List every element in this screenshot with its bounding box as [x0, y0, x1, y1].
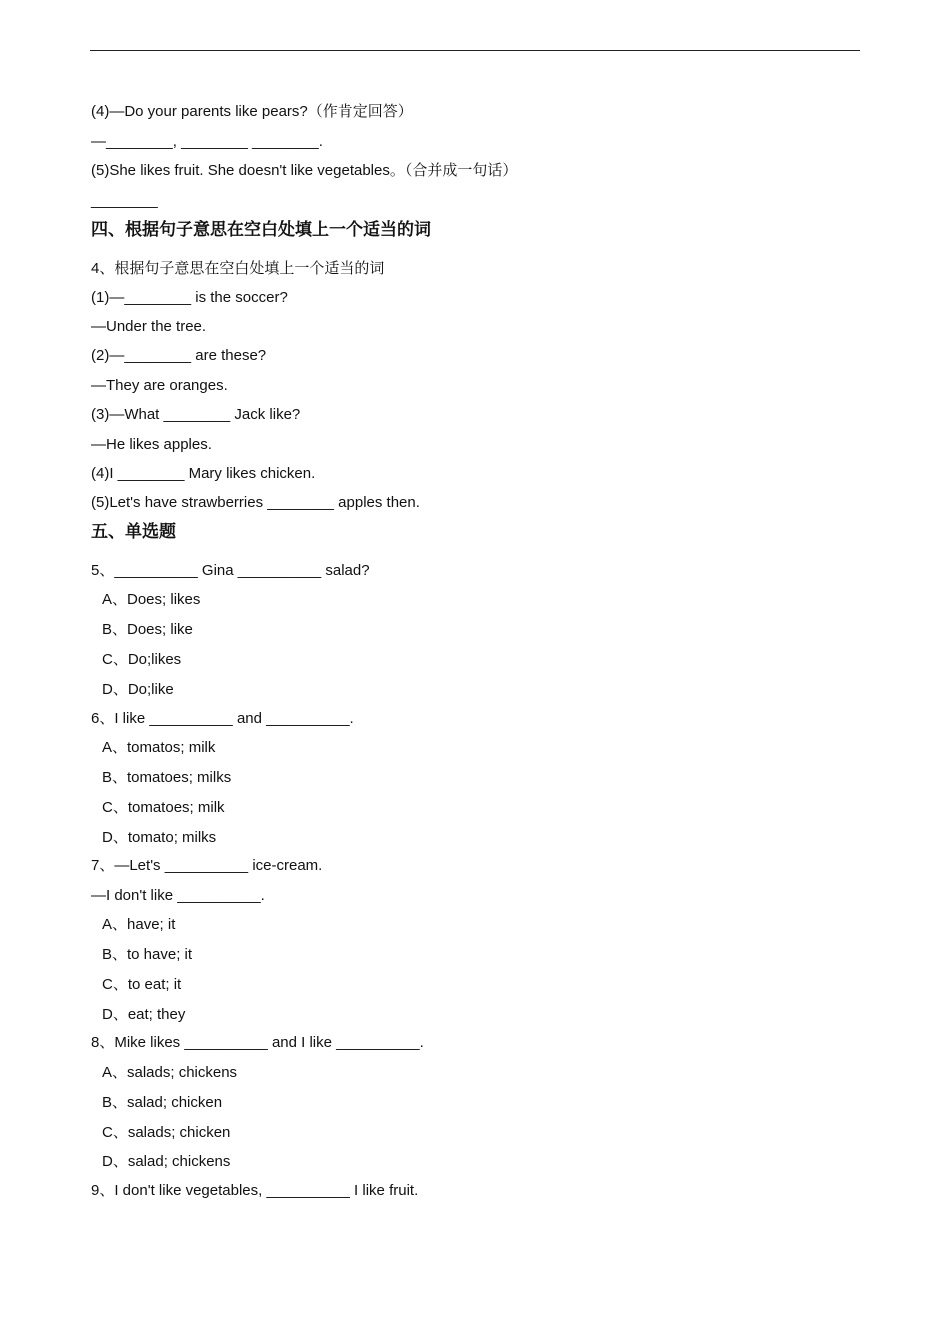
mc-question-8: 8、Mike likes __________ and I like __________.	[91, 1034, 424, 1051]
mc-option[interactable]: B、tomatoes; milks	[102, 769, 232, 786]
mc-option[interactable]: B、to have; it	[102, 946, 193, 963]
mc-option[interactable]: A、salads; chickens	[102, 1064, 238, 1081]
mc-option[interactable]: D、tomato; milks	[102, 829, 217, 846]
mc-option[interactable]: C、Do;likes	[102, 651, 182, 668]
mc-option[interactable]: D、eat; they	[102, 1006, 186, 1023]
mc-question-7: 7、—Let's __________ ice-cream.	[91, 857, 323, 874]
question-4-line: (1)—________ is the soccer?	[91, 289, 288, 306]
question-4-line: (2)—________ are these?	[91, 347, 267, 364]
question-4-intro: 4、根据句子意思在空白处填上一个适当的词	[91, 260, 385, 277]
mc-question-6: 6、I like __________ and __________.	[91, 710, 354, 727]
section-heading-4: 四、根据句子意思在空白处填上一个适当的词	[91, 220, 431, 240]
mc-option[interactable]: D、Do;like	[102, 681, 174, 698]
question-4-line: —He likes apples.	[91, 436, 212, 453]
question-4-line: (4)I ________ Mary likes chicken.	[91, 465, 316, 482]
question-4-line: —Under the tree.	[91, 318, 207, 335]
mc-question-7-reply: —I don't like __________.	[91, 887, 265, 904]
mc-option[interactable]: A、tomatos; milk	[102, 739, 216, 756]
mc-option[interactable]: A、have; it	[102, 916, 176, 933]
mc-option[interactable]: D、salad; chickens	[102, 1153, 231, 1170]
answer-blank-3-5: ________	[91, 192, 158, 209]
mc-option[interactable]: B、salad; chicken	[102, 1094, 223, 1111]
mc-option[interactable]: C、salads; chicken	[102, 1124, 231, 1141]
mc-option[interactable]: A、Does; likes	[102, 591, 201, 608]
answer-blank-3-4: —________, ________ ________.	[91, 133, 323, 150]
question-4-line: (3)—What ________ Jack like?	[91, 406, 301, 423]
header-rule	[90, 50, 860, 51]
mc-question-5: 5、__________ Gina __________ salad?	[91, 562, 370, 579]
section-heading-5: 五、单选题	[91, 522, 176, 542]
mc-question-9: 9、I don't like vegetables, __________ I like fruit.	[91, 1182, 419, 1199]
mc-option[interactable]: B、Does; like	[102, 621, 193, 638]
question-3-4: (4)—Do your parents like pears?（作肯定回答）	[91, 103, 413, 120]
question-4-line: —They are oranges.	[91, 377, 228, 394]
mc-option[interactable]: C、to eat; it	[102, 976, 182, 993]
question-4-line: (5)Let's have strawberries ________ apples then.	[91, 494, 420, 511]
question-3-5: (5)She likes fruit. She doesn't like vegetables。（合并成一句话）	[91, 162, 518, 179]
mc-option[interactable]: C、tomatoes; milk	[102, 799, 225, 816]
